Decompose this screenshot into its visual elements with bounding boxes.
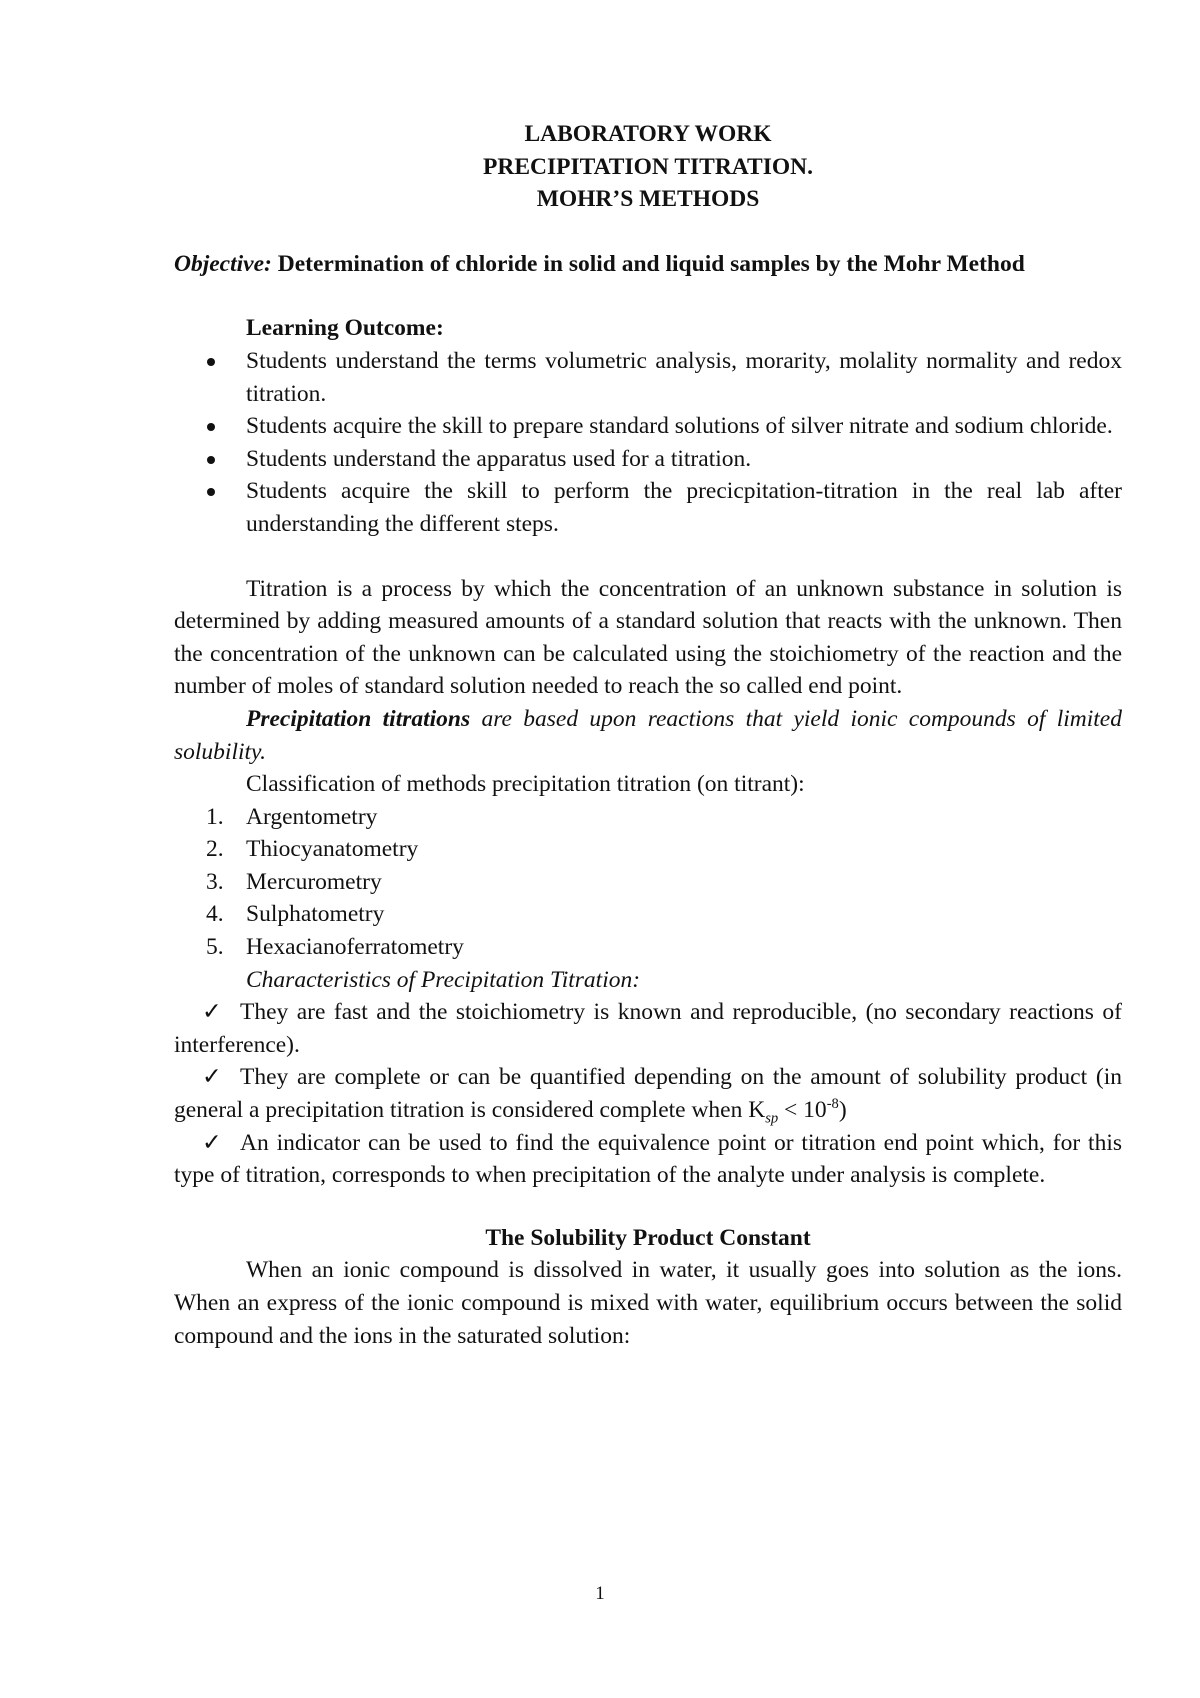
objective-paragraph — [174, 248, 1122, 281]
precipitation-definition-text: are based upon reactions that yield ionic compounds of limited solubility. — [174, 705, 1122, 765]
precipitation-definition — [174, 703, 1122, 768]
checkmark-icon: ✓ — [202, 1064, 222, 1091]
learning-outcome-heading: Learning Outcome: — [246, 315, 444, 342]
list-item: Students acquire the skill to prepare standard solutions of silver nitrate and sodium chloride. — [174, 410, 1122, 443]
bullet-icon — [207, 358, 215, 366]
learning-outcome-list — [174, 345, 1122, 541]
bullet-icon — [207, 423, 215, 431]
list-item: 4. Sulphatometry — [206, 901, 385, 928]
title-line-2: PRECIPITATION TITRATION. — [483, 153, 813, 180]
objective-label: Objective: — [174, 250, 272, 277]
list-item: 2. Thiocyanatometry — [206, 836, 419, 863]
checkmark-icon: ✓ — [202, 1129, 222, 1156]
list-item: Students understand the apparatus used for a titration. — [174, 443, 1122, 476]
characteristic-item: ✓ An indicator can be used to find the equivalence point or titration end point which, for this type of titration, corresponds to when precipitation of the analyte under analysis is complete. — [174, 1127, 1122, 1192]
characteristic-item: ✓ They are complete or can be quantified depending on the amount of solubility product (in general a precipitation titration is considered complete when $K_{sp} < 10^{-8}$) — [174, 1061, 1122, 1126]
title-line-1: LABORATORY WORK — [524, 121, 772, 147]
characteristics-heading: Characteristics of Precipitation Titration: — [246, 966, 641, 993]
document-title — [174, 118, 1122, 216]
list-item: Students understand the terms volumetric analysis, morarity, molality normality and redox titration. — [174, 345, 1122, 410]
characteristic-item: ✓ They are fast and the stoichiometry is known and reproducible, (no secondary reactions of interference). — [174, 996, 1122, 1061]
objective-text: Determination of chloride in solid and liquid samples by the Mohr Method — [271, 250, 1025, 277]
list-item: 1. Argentometry — [206, 803, 378, 830]
bullet-icon — [207, 456, 215, 464]
classification-intro: Classification of methods precipitation titration (on titrant): — [246, 771, 805, 798]
classification-list — [174, 801, 1122, 964]
list-item: Students acquire the skill to perform the precicpitation-titration in the real lab after understanding the different steps. — [174, 475, 1122, 540]
page-content — [174, 118, 1122, 1352]
section-title: The Solubility Product Constant — [485, 1224, 811, 1251]
checkmark-icon: ✓ — [202, 999, 222, 1026]
solubility-paragraph: When an ionic compound is dissolved in water, it usually goes into solution as the ions. When an express of the ionic compound is mixed with water, equilibrium occurs between the solid compound and the ions in the saturated solution: — [174, 1257, 1122, 1349]
list-item: 5. Hexacianoferratometry — [206, 934, 464, 961]
bullet-icon — [207, 488, 215, 496]
list-item: 3. Mercurometry — [206, 868, 382, 895]
title-line-3: MOHR’S METHODS — [536, 186, 760, 213]
page-number: 1 — [595, 1583, 605, 1604]
precipitation-term: Precipitation titrations — [246, 705, 471, 732]
intro-paragraph: Titration is a process by which the concentration of an unknown substance in solution is determined by adding measured amounts of a standard solution that reacts with the unknown. Then the concentration of the unknown can be calculated using the stoichiometry of the reaction and the number of moles of standard solution needed to reach the so called end point. — [174, 575, 1122, 700]
